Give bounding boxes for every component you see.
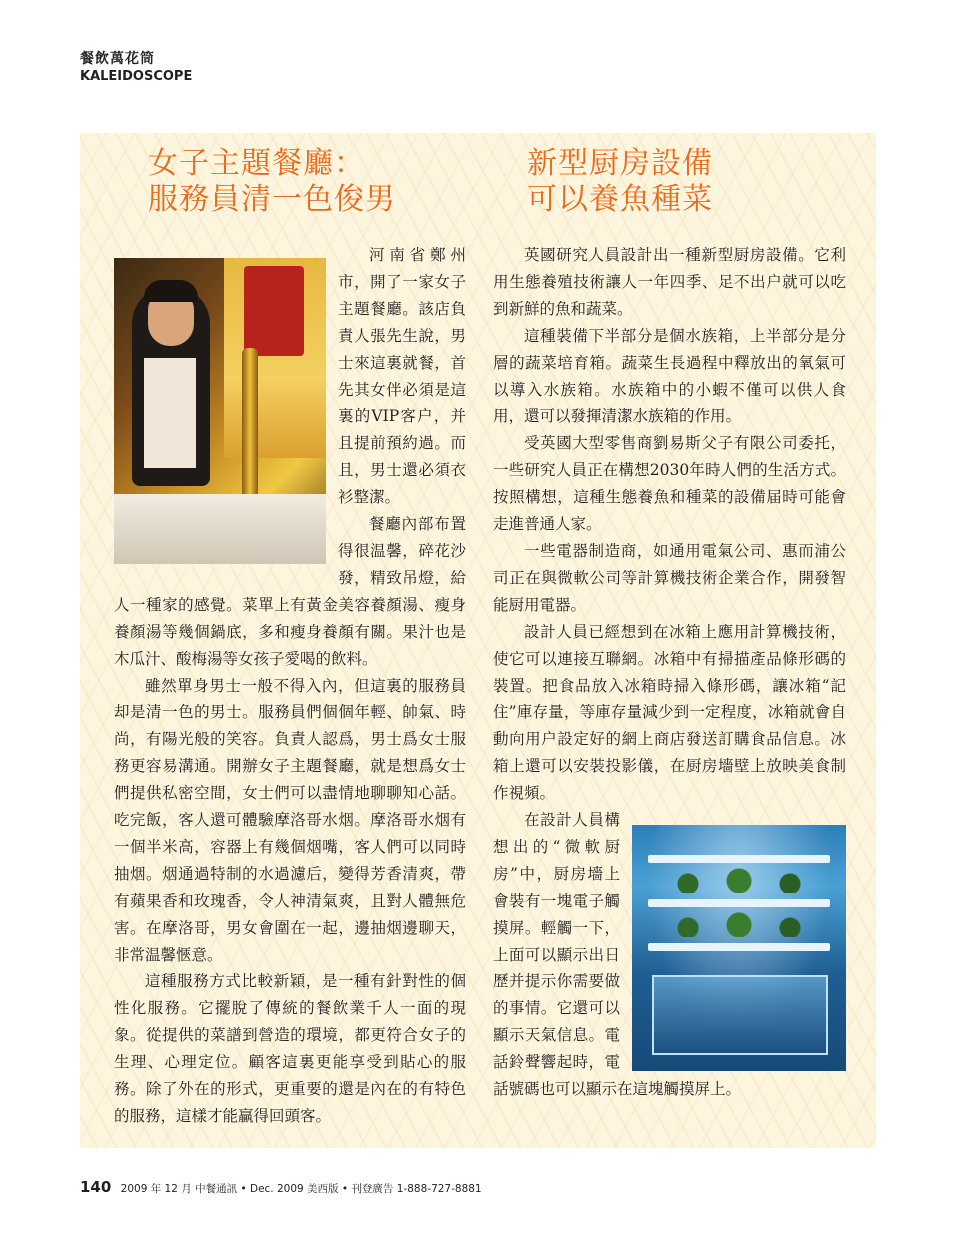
footer-phone: 1-888-727-8881 (396, 1183, 482, 1195)
left-headline-line1: 女子主題餐廳： (148, 146, 365, 181)
left-paragraph: 這種服務方式比較新穎，是一種有針對性的個性化服務。它擺脫了傳統的餐飲業千人一面的現象。從提供的菜譜到營造的環境，都更符合女子的生理、心理定位。顧客這裏更能享受到貼心的服務。除了外在的形式，更重要的還是內在的有特色的服務，這樣才能贏得回頭客。 (114, 972, 466, 1125)
left-paragraph: 河南省鄭州市，開了一家女子主題餐廳。該店負責人張先生說，男士來這裏就餐，首先其女伴必須是這裏的VIP客户，并且提前預約過。而且，男士還必須衣衫整潔。 (338, 246, 466, 507)
left-paragraph: 餐廳內部布置得很温馨，碎花沙發，精致吊燈，給人一種家的感覺。菜單上有黃金美容養顏湯、瘦身養顏湯等幾個鍋底，多和瘦身養顏有關。果汁也是木瓜汁、酸梅湯等女孩子愛喝的飲料。 (114, 515, 466, 668)
eco-kitchen-unit-photo (632, 825, 846, 1071)
right-paragraph: 在設計人員構想出的“微軟厨房”中，厨房墻上會裝有一塊電子觸摸屏。輕觸一下，上面可以顯示出日歷并提示你需要做的事情。它還可以顯示天氣信息。電話鈴聲響起時，電話號碼也可以顯示在這塊觸摸屏上。 (493, 811, 742, 1099)
section-title-en: KALEIDOSCOPE (80, 69, 193, 84)
left-article-headline (148, 146, 396, 218)
right-paragraph: 這種裝備下半部分是個水族箱，上半部分是分層的蔬菜培育箱。蔬菜生長過程中釋放出的氧氣可以導入水族箱。水族箱中的小蝦不僅可以供人食用，還可以發揮清潔水族箱的作用。 (493, 326, 846, 426)
left-paragraph: 雖然單身男士一般不得入內，但這裏的服務員却是清一色的男士。服務員們個個年輕、帥氣、時尚，有陽光般的笑容。負責人認爲，男士爲女士服務更容易溝通。開辦女子主題餐廳，就是想爲女士們提供私密空間，女士們可以盡情地聊聊知心話。吃完飯，客人還可體驗摩洛哥水烟。摩洛哥水烟有一個半米高，容器上有幾個烟嘴，客人們可以同時抽烟。烟通過特制的水過濾后，變得芳香清爽，帶有蘋果香和玫瑰香，令人神清氣爽，且對人體無危害。在摩洛哥，男女會圍在一起，邊抽烟邊聊天，非常温馨愜意。 (114, 676, 466, 964)
footer-date: 2009 年 12 月 (120, 1183, 192, 1195)
right-article-headline (527, 146, 713, 218)
page-number: 140 (80, 1178, 112, 1196)
right-paragraph: 設計人員已經想到在冰箱上應用計算機技術，使它可以連接互聯網。冰箱中有掃描產品條形碼的裝置。把食品放入冰箱時掃入條形碼，讓冰箱“記住”庫存量，等庫存量減少到一定程度，冰箱就會自動向用户設定好的網上商店發送訂購食品信息。冰箱上還可以安裝投影儀，在厨房墻壁上放映美食制作視頻。 (493, 622, 846, 803)
right-headline-line1: 新型厨房設備 (527, 146, 713, 181)
right-article-body (493, 242, 846, 1103)
right-headline-line2: 可以養魚種菜 (527, 182, 713, 217)
footer-edition: 美西版 • 刊登廣告 (307, 1183, 394, 1195)
section-header (80, 50, 192, 86)
right-paragraph: 英國研究人員設計出一種新型厨房設備。它利用生態養殖技術讓人一年四季、足不出户就可以吃到新鮮的魚和蔬菜。 (493, 246, 846, 318)
left-article-body (114, 242, 466, 1130)
right-paragraph: 一些電器制造商，如通用電氣公司、惠而浦公司正在與微軟公司等計算機技術企業合作，開發智能厨用電器。 (493, 541, 846, 614)
section-title-zh: 餐飲萬花筒 (80, 51, 155, 67)
hookah-waiter-photo (114, 258, 326, 564)
right-paragraph: 受英國大型零售商劉易斯父子有限公司委托，一些研究人員正在構想2030年時人們的生活方式。按照構想，這種生態養魚和種菜的設備届時可能會走進普通人家。 (493, 434, 846, 534)
footer-magazine: 中餐通訊 • Dec. 2009 (195, 1183, 304, 1195)
left-headline-line2: 服務員清一色俊男 (148, 182, 396, 217)
page-footer (80, 1178, 482, 1196)
